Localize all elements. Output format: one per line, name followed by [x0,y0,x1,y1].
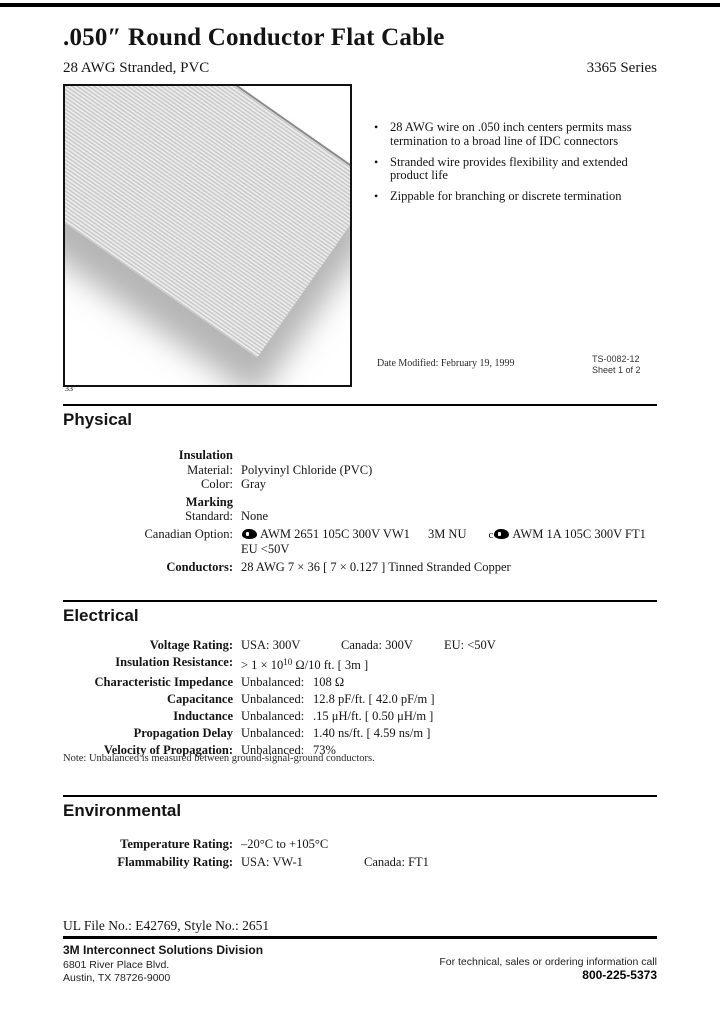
value-text: 12.8 pF/ft. [ 42.0 pF/m ] [313,692,435,706]
row-value: Polyvinyl Chloride (PVC) [241,462,373,477]
bullet-text: Stranded wire provides flexibility and extended product life [390,154,628,183]
unbalanced-label: Unbalanced: [241,743,305,757]
approval-text: 3M NU [427,526,467,541]
physical-table [63,448,663,574]
row-label: Velocity of Propagation: [103,743,233,757]
approval-text: AWM 1A 105C 300V FT1 [512,526,646,541]
row-value [233,527,646,543]
table-row [63,509,663,524]
feature-bullets [374,121,662,211]
table-row [63,708,663,725]
row-value: Gray [241,477,266,491]
row-label: Inductance [173,709,233,723]
bullet-item [374,121,662,149]
ul-file-line: UL File No.: E42769, Style No.: 2651 [63,918,270,933]
table-row [63,654,663,674]
unbalanced-label: Unbalanced: [241,675,305,689]
row-value: –20°C to +105°C [241,837,329,851]
row-value: None [241,509,269,523]
row-label: Insulation [178,448,233,462]
ir-prefix: > 1 × 10 [241,658,284,672]
row-label: Temperature Rating: [120,837,233,851]
top-rule-bar [0,3,720,7]
section-rule [63,404,657,406]
unbalanced-label: Unbalanced: [241,709,305,723]
contact-line: For technical, sales or ordering information call [439,956,657,968]
subtitle-row [63,60,657,77]
address-line: 6801 River Place Blvd. [63,959,170,971]
row-value [233,691,435,708]
row-label: Standard: [185,509,233,523]
table-row [63,836,663,854]
doc-number-block [592,354,641,376]
section-rule [63,600,657,602]
page-title: .050″ Round Conductor Flat Cable [63,24,445,51]
c-prefix: c [488,528,494,541]
bullet-text: Zippable for branching or discrete termination [390,189,622,204]
row-label: Flammability Rating: [117,854,233,869]
table-row [63,674,663,691]
flammability-usa: USA: VW-1 [241,854,303,869]
row-value: EU <50V [241,542,290,556]
value-text: 1.40 ns/ft. [ 4.59 ns/m ] [313,726,431,740]
row-value [233,708,433,725]
table-row [63,725,663,742]
row-label: Conductors: [166,559,233,574]
date-modified: Date Modified: February 19, 1999 [377,358,515,369]
bullet-icon [374,156,390,184]
flammability-canada: Canada: FT1 [364,854,429,869]
footer-rule [63,936,657,939]
ul-recognized-mark-icon [242,529,257,539]
contact-block [63,956,657,981]
approval-text: AWM 2651 105C 300V VW1 [260,526,410,541]
subtitle: 28 AWG Stranded, PVC [63,60,210,76]
table-row [63,542,663,557]
figure-number: 33 [65,384,73,393]
bullet-icon [374,190,390,204]
environmental-table [63,836,663,871]
bullet-item [374,190,662,204]
flat-cable-image [63,84,352,358]
division-name: 3M Interconnect Solutions Division [63,943,264,957]
table-row [63,691,663,708]
row-label: Insulation Resistance: [115,655,233,669]
row-label: Marking [185,494,233,509]
row-value: 28 AWG 7 × 36 [ 7 × 0.127 ] Tinned Stranded Copper [241,559,511,574]
voltage-usa: USA: 300V [241,638,301,652]
unbalanced-label: Unbalanced: [241,692,305,706]
section-heading-physical: Physical [63,410,132,429]
table-row [63,448,663,463]
table-row [63,477,663,492]
table-row [63,463,663,478]
row-value [233,674,344,691]
row-label: Propagation Delay [133,726,233,740]
bullet-text: 28 AWG wire on .050 inch centers permits mass termination to a broad line of IDC connectors [390,120,632,148]
row-label: Color: [201,477,233,491]
table-row [63,560,663,575]
row-value [233,854,429,872]
row-label: Voltage Rating: [149,638,233,652]
series-number: 3365 Series [586,60,657,76]
section-heading-environmental: Environmental [63,801,182,820]
sheet-number: Sheet 1 of 2 [592,365,641,375]
ir-exponent: 10 [283,657,293,667]
ir-suffix: Ω/10 ft. [ 3m ] [292,658,369,672]
voltage-eu: EU: <50V [444,638,496,652]
ul-recognized-canada-mark-icon [494,529,509,539]
section-heading-electrical: Electrical [63,606,139,625]
table-row [63,527,663,543]
value-text: 108 Ω [313,675,345,689]
product-photo [63,84,352,387]
value-text: .15 μH/ft. [ 0.50 μH/m ] [313,709,434,723]
row-value [233,637,496,654]
row-label: Characteristic Impedance [94,675,233,689]
section-rule [63,795,657,797]
doc-number: TS-0082-12 [592,354,640,364]
bullet-item [374,156,662,184]
row-value [233,725,430,742]
row-label: Capacitance [167,692,233,706]
bullet-icon [374,121,390,149]
electrical-table [63,637,663,759]
voltage-canada: Canada: 300V [341,638,413,652]
row-value [233,654,368,674]
table-row [63,495,663,510]
value-text: 73% [313,743,336,757]
table-row [63,637,663,654]
electrical-note: Note: Unbalanced is measured between ground-signal-ground conductors. [63,753,375,764]
table-row [63,854,663,872]
phone-number: 800-225-5373 [582,967,657,982]
unbalanced-label: Unbalanced: [241,726,305,740]
row-label: Material: [187,462,233,477]
address-line: Austin, TX 78726-9000 [63,971,171,984]
row-label: Canadian Option: [144,526,233,541]
